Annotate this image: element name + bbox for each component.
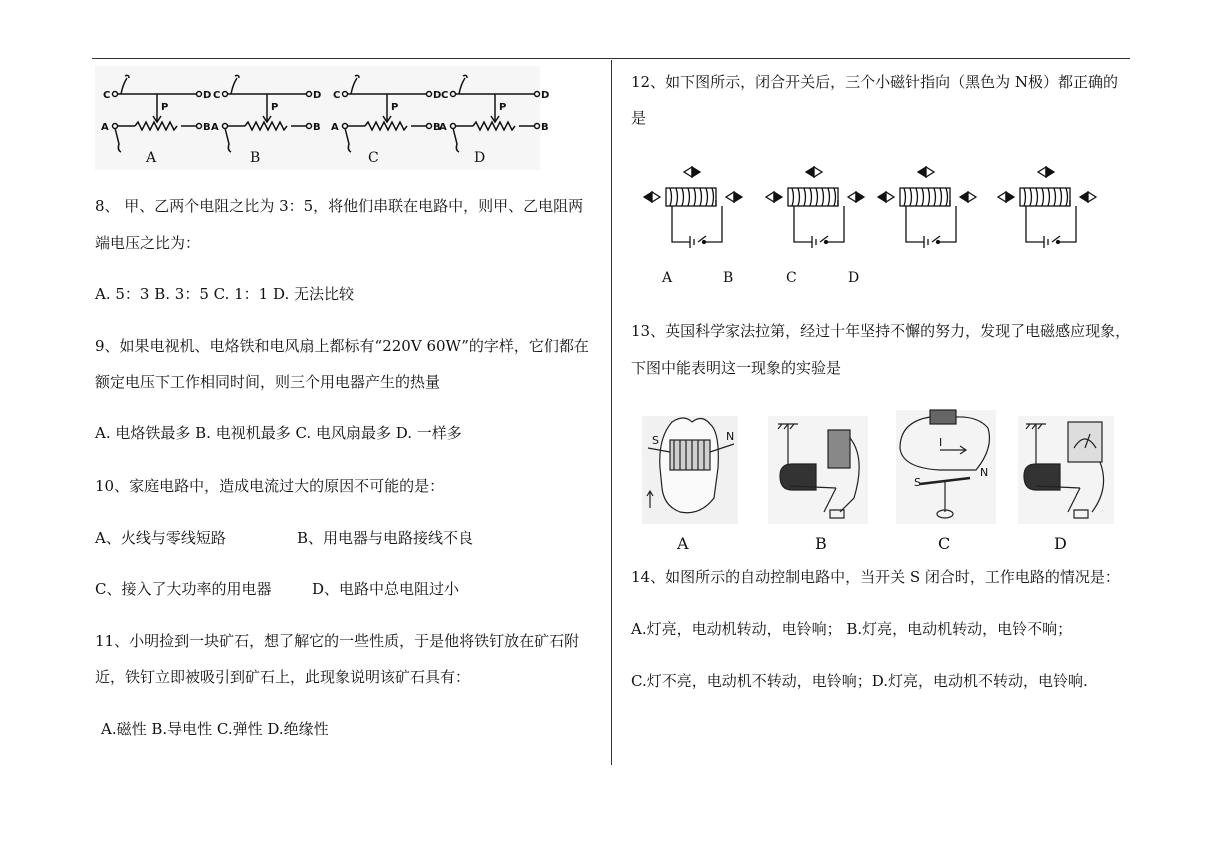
q8-text-line1: 8、 甲、乙两个电阻之比为 3：5，将他们串联在电路中，则甲、乙电阻两	[95, 197, 584, 215]
terminal-a-label: A	[101, 122, 109, 133]
terminal-a-label: A	[439, 122, 447, 133]
solenoid-diagram	[878, 167, 976, 248]
q14-options-cd: C.灯不亮，电动机不转动，电铃响；D.灯亮，电动机不转动，电铃响.	[631, 672, 1088, 690]
fig-a-s-label: S	[652, 434, 659, 447]
q12-text-line1: 12、如下图所示，闭合开关后，三个小磁针指向（黑色为 N极）都正确的	[631, 73, 1118, 91]
q10-option-c: C、接入了大功率的用电器	[95, 580, 272, 598]
q13-label-b: B	[815, 534, 827, 553]
q13-label-c: C	[938, 534, 951, 553]
solenoid-diagrams	[644, 167, 1096, 248]
q12-label-c: C	[786, 270, 797, 286]
q11-text-line2: 近，铁钉立即被吸引到矿石上，此现象说明该矿石具有：	[95, 668, 471, 686]
terminal-p-label: P	[499, 102, 507, 113]
solenoid-diagram	[644, 167, 742, 248]
q13-label-d: D	[1054, 534, 1067, 553]
q9-text-line2: 额定电压下工作相同时间，则三个用电器产生的热量	[95, 373, 441, 391]
terminal-d-label: D	[203, 90, 212, 101]
terminal-c-label: C	[213, 90, 221, 101]
q13-label-a: A	[677, 534, 689, 553]
terminal-p-label: P	[271, 102, 279, 113]
terminal-d-label: D	[541, 90, 550, 101]
fig-b-battery-rod	[768, 416, 868, 524]
solenoid-diagram	[766, 167, 864, 248]
rheostat-label-d: D	[474, 150, 486, 166]
q14-stem: 14、如图所示的自动控制电路中，当开关 S 闭合时，工作电路的情况是：	[631, 568, 1120, 586]
q10-option-a: A、火线与零线短路	[95, 529, 226, 547]
induction-figure	[640, 408, 1120, 528]
terminal-d-label: D	[313, 90, 322, 101]
q13-text-line1: 13、英国科学家法拉第，经过十年坚持不懈的努力，发现了电磁感应现象，	[631, 322, 1131, 340]
solenoid-figure	[638, 160, 1108, 256]
fig-a-n-label: N	[726, 430, 735, 443]
terminal-b-label: B	[203, 122, 211, 133]
fig-c-n-label: N	[980, 466, 989, 479]
q12-label-d: D	[848, 270, 860, 286]
rheostat-label-a: A	[146, 150, 157, 166]
terminal-b-label: B	[313, 122, 321, 133]
rheostat-label-c: C	[368, 150, 379, 166]
terminal-c-label: C	[103, 90, 111, 101]
q9-options: A. 电烙铁最多 B. 电视机最多 C. 电风扇最多 D. 一样多	[95, 424, 462, 442]
q12-label-b: B	[723, 270, 734, 286]
q11-text-line1: 11、小明捡到一块矿石，想了解它的一些性质，于是他将铁钉放在矿石附	[95, 632, 580, 650]
q10-option-d: D、电路中总电阻过小	[312, 580, 460, 598]
terminal-b-label: B	[541, 122, 549, 133]
terminal-p-label: P	[161, 102, 169, 113]
q8-options: A. 5：3 B. 3：5 C. 1：1 D. 无法比较	[95, 285, 354, 303]
q8-text-line2: 端电压之比为：	[95, 234, 201, 252]
terminal-c-label: C	[441, 90, 449, 101]
solenoid-diagram	[998, 167, 1096, 248]
fig-c-s-label: S	[914, 476, 921, 489]
fig-d-galvanometer	[1018, 416, 1114, 524]
q10-stem: 10、家庭电路中，造成电流过大的原因不可能的是：	[95, 477, 445, 495]
q13-text-line2: 下图中能表明这一现象的实验是	[631, 359, 842, 377]
fig-a-hand-solenoid	[642, 416, 738, 524]
q14-options-ab: A.灯亮，电动机转动，电铃响； B.灯亮，电动机转动，电铃不响；	[631, 620, 1073, 638]
q10-option-b: B、用电器与电路接线不良	[297, 529, 474, 547]
top-rule	[92, 58, 1130, 59]
terminal-b-label: B	[433, 122, 441, 133]
terminal-c-label: C	[333, 90, 341, 101]
column-divider	[611, 60, 612, 765]
q9-text-line1: 9、如果电视机、电烙铁和电风扇上都标有“220V 60W”的字样，它们都在	[95, 337, 589, 355]
terminal-a-label: A	[331, 122, 339, 133]
q12-text-line2: 是	[631, 109, 647, 127]
terminal-a-label: A	[211, 122, 219, 133]
fig-c-i-label: I	[939, 436, 943, 449]
q11-options: A.磁性 B.导电性 C.弹性 D.绝缘性	[101, 720, 329, 738]
q12-label-a: A	[662, 270, 673, 286]
rheostat-label-b: B	[250, 150, 261, 166]
terminal-p-label: P	[391, 102, 399, 113]
terminal-d-label: D	[433, 90, 442, 101]
